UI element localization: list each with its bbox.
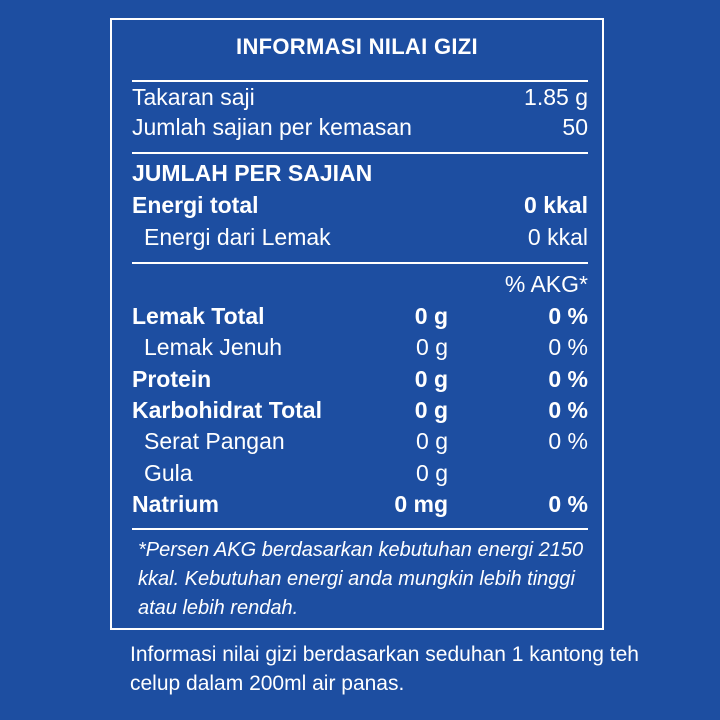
nutrient-akg-percent: 0 % [548, 303, 588, 329]
serving-size-label: Takaran saji [132, 84, 255, 110]
panel-title: INFORMASI NILAI GIZI [236, 34, 478, 59]
nutrition-facts-panel [110, 18, 604, 630]
servings-per-package-row [132, 112, 588, 142]
servings-per-package-value: 50 [562, 114, 588, 140]
energy-total-row [132, 190, 588, 220]
nutrient-label: Natrium [132, 491, 219, 517]
nutrient-akg-percent: 0 % [548, 491, 588, 517]
serving-size-row [132, 82, 588, 112]
divider [132, 262, 588, 264]
serving-size-value: 1.85 g [524, 84, 588, 110]
nutrient-amount: 0 g [416, 334, 448, 360]
nutrient-row [132, 489, 588, 519]
preparation-note: Informasi nilai gizi berdasarkan seduhan 1 kantong teh celup dalam 200ml air panas. [130, 643, 639, 695]
nutrient-amount: 0 g [414, 303, 448, 329]
divider [132, 152, 588, 154]
per-serving-heading-text: JUMLAH PER SAJIAN [132, 160, 373, 186]
nutrient-label: Lemak Jenuh [144, 334, 283, 360]
energy-total-value: 0 kkal [524, 192, 588, 218]
energy-from-fat-row [132, 222, 588, 252]
nutrient-amount: 0 mg [394, 491, 448, 517]
akg-header-row [132, 269, 588, 299]
nutrient-row [132, 332, 588, 362]
energy-from-fat-label: Energi dari Lemak [144, 224, 331, 250]
nutrient-label: Gula [144, 460, 193, 486]
nutrient-amount: 0 g [416, 428, 448, 454]
nutrient-akg-percent: 0 % [548, 366, 588, 392]
servings-per-package-label: Jumlah sajian per kemasan [132, 114, 412, 140]
divider [132, 528, 588, 530]
energy-total-label: Energi total [132, 192, 259, 218]
nutrient-row [132, 395, 588, 425]
akg-footnote: *Persen AKG berdasarkan kebutuhan energi 2150 kkal. Kebutuhan energi anda mungkin lebih tinggi atau lebih rendah. [138, 539, 584, 619]
nutrient-amount: 0 g [416, 460, 448, 486]
nutrient-row [132, 364, 588, 394]
nutrient-label: Lemak Total [132, 303, 265, 329]
nutrient-akg-percent: 0 % [548, 334, 588, 360]
per-serving-heading [132, 158, 588, 188]
nutrient-akg-percent: 0 % [548, 397, 588, 423]
nutrient-label: Serat Pangan [144, 428, 285, 454]
nutrient-row [132, 426, 588, 456]
akg-header: % AKG* [504, 271, 588, 297]
nutrient-amount: 0 g [414, 397, 448, 423]
nutrient-row [132, 301, 588, 331]
nutrient-akg-percent: 0 % [548, 428, 588, 454]
nutrient-label: Karbohidrat Total [132, 397, 322, 423]
nutrient-amount: 0 g [414, 366, 448, 392]
nutrient-label: Protein [132, 366, 212, 392]
energy-from-fat-value: 0 kkal [527, 224, 588, 250]
nutrient-row [132, 458, 588, 488]
